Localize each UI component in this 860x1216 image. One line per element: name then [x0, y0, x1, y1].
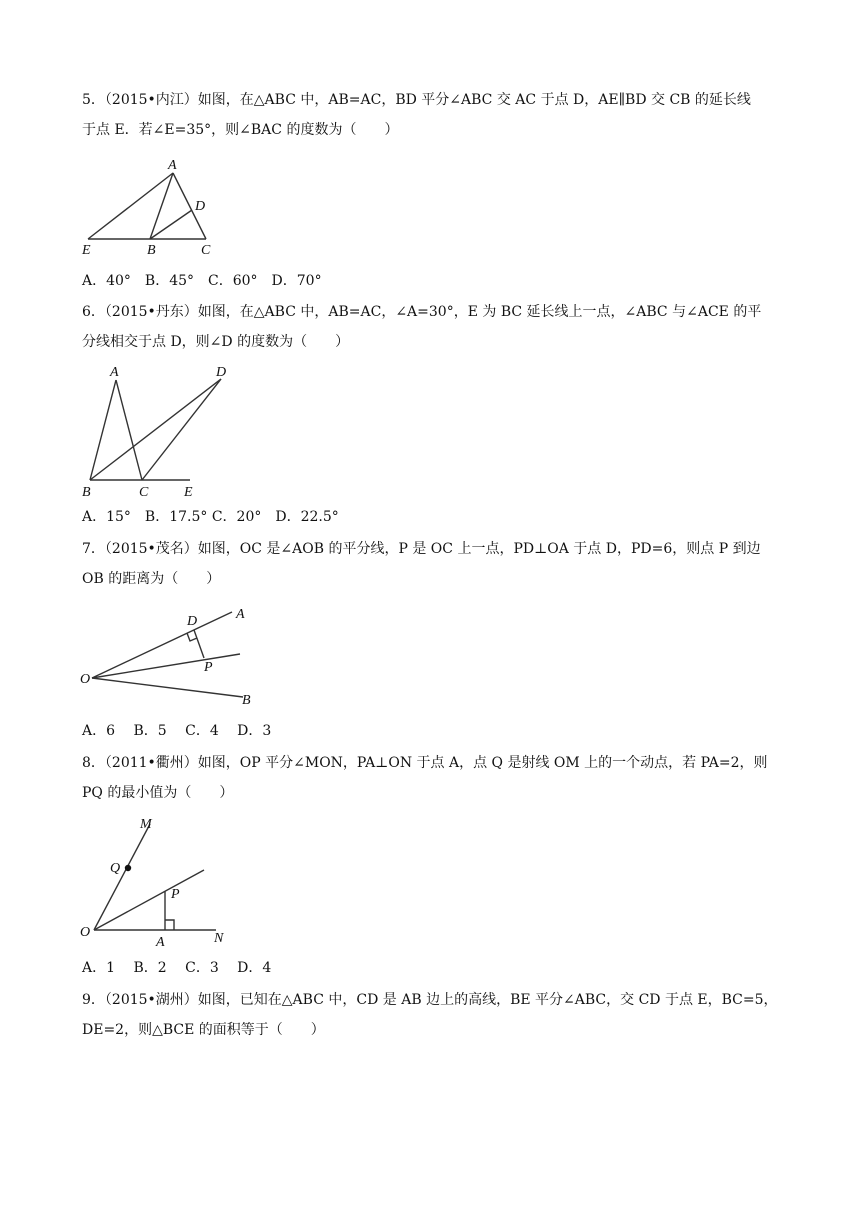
question-8-line-2: PQ 的最小值为（ ） — [82, 785, 234, 801]
label-d: D — [187, 614, 198, 629]
question-7-line-2: OB 的距离为（ ） — [82, 571, 221, 587]
line-bd — [150, 210, 192, 239]
line-cd — [142, 379, 221, 480]
question-6 — [82, 297, 782, 357]
question-6-line-2: 分线相交于点 D，则∠D 的度数为（ ） — [82, 334, 350, 350]
line-ba — [90, 380, 116, 480]
question-9 — [82, 985, 782, 1045]
question-8-figure — [78, 812, 248, 956]
ray-oc — [92, 654, 240, 678]
question-7 — [82, 534, 782, 594]
label-q: Q — [110, 861, 121, 876]
label-d: D — [195, 199, 206, 214]
label-a: A — [236, 607, 245, 622]
label-a: A — [168, 158, 177, 173]
question-7-options: A．6 B．5 C．4 D．3 — [82, 723, 272, 739]
label-b: B — [147, 243, 156, 257]
ray-ob — [92, 678, 243, 697]
question-6-figure — [78, 360, 248, 504]
label-b: B — [242, 693, 251, 708]
line-ac — [116, 380, 142, 480]
question-5-options: A．40° B．45° C．60° D．70° — [82, 273, 322, 289]
label-e: E — [82, 243, 91, 257]
label-b: B — [82, 485, 91, 500]
question-8-line-1: 8．（2011•衢州）如图，OP 平分∠MON，PA⊥ON 于点 A，点 Q 是射线 OM 上的一个动点，若 PA=2，则 — [82, 755, 768, 771]
question-9-line-2: DE=2，则△BCE 的面积等于（ ） — [82, 1022, 325, 1038]
question-5-line-2: 于点 E．若∠E=35°，则∠BAC 的度数为（ ） — [82, 122, 399, 138]
question-7-line-1: 7．（2015•茂名）如图，OC 是∠AOB 的平分线，P 是 OC 上一点，PD⊥OA 于点 D，PD=6，则点 P 到边 — [82, 541, 761, 557]
line-ab — [150, 173, 173, 239]
label-a: A — [156, 935, 165, 950]
label-n: N — [214, 931, 224, 946]
label-m: M — [140, 817, 152, 832]
label-a: A — [110, 365, 119, 380]
question-8 — [82, 748, 782, 808]
line-ea — [88, 173, 173, 239]
label-o: O — [80, 925, 91, 940]
right-angle-mark — [165, 920, 174, 930]
question-8-options: A．1 B．2 C．3 D．4 — [82, 960, 272, 976]
point-q — [125, 865, 131, 871]
label-d: D — [216, 365, 227, 380]
question-7-figure — [78, 600, 278, 716]
question-6-line-1: 6．（2015•丹东）如图，在△ABC 中，AB=AC，∠A=30°，E 为 BC 延长线上一点，∠ABC 与∠ACE 的平 — [82, 304, 762, 320]
label-p: P — [204, 660, 213, 675]
label-o: O — [80, 672, 91, 687]
label-c: C — [139, 485, 149, 500]
line-bd — [90, 379, 221, 480]
line-pd — [194, 630, 204, 658]
question-9-line-1: 9．（2015•湖州）如图，已知在△ABC 中，CD 是 AB 边上的高线，BE 平分∠ABC，交 CD 于点 E，BC=5， — [82, 992, 778, 1008]
question-5 — [82, 85, 782, 145]
label-e: E — [184, 485, 193, 500]
question-6-options: A．15° B．17.5° C．20° D．22.5° — [82, 509, 339, 525]
label-p: P — [171, 887, 180, 902]
label-c: C — [201, 243, 211, 257]
question-5-figure — [78, 155, 228, 261]
question-5-line-1: 5．（2015•内江）如图，在△ABC 中，AB=AC，BD 平分∠ABC 交 AC 于点 D，AE∥BD 交 CB 的延长线 — [82, 92, 751, 108]
